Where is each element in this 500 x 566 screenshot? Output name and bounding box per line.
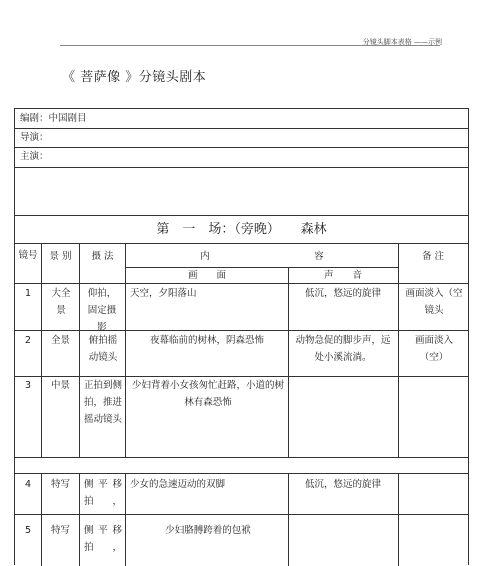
- col-remarks: 备 注: [421, 251, 445, 262]
- scene-number: 第 一 场：: [156, 222, 235, 237]
- director-field: 导演：: [20, 132, 49, 143]
- writer-field: 编剧：中国剧目: [20, 113, 87, 124]
- row-4-size: 特写: [50, 479, 70, 490]
- row-1-sound: 低沉，悠远的旋律: [304, 288, 381, 299]
- cast-field: 主演：: [20, 151, 49, 162]
- row-5-tech: 侧平移拍，: [84, 525, 122, 553]
- row-3-picture: 少妇背着小女孩匆忙赶路，小道的树林有森恐怖: [131, 380, 284, 408]
- row-2-sound: 动物急促的脚步声，远处小溪流淌。: [295, 335, 391, 363]
- row-2-no: 2: [24, 335, 32, 346]
- row-3-size: 中景: [50, 380, 70, 391]
- row-1-picture: 天空，夕阳落山: [130, 288, 197, 299]
- row-4-tech: 侧平移拍，: [84, 479, 122, 507]
- row-3-no: 3: [24, 380, 32, 391]
- document-header-label: 分镜头脚本表格 ——示例: [362, 38, 442, 46]
- row-5-picture: 少妇胳膊跨着的包袱: [165, 525, 251, 536]
- col-shot-no: 镜号: [18, 250, 38, 261]
- storyboard-table: [14, 108, 469, 565]
- col-picture: 画 面: [187, 270, 226, 281]
- row-2-size: 全景: [50, 335, 70, 346]
- row-5-no: 5: [24, 525, 32, 536]
- row-2-tech: 俯拍摇动镜头: [88, 335, 118, 363]
- row-4-no: 4: [24, 479, 32, 490]
- row-1-tech: 仰拍，固定摄影: [87, 288, 117, 333]
- row-1-size: 大全景: [51, 288, 71, 316]
- row-2-picture: 夜幕临前的树林，阴森恐怖: [149, 335, 264, 346]
- col-content: 内 容: [200, 251, 324, 262]
- row-1-no: 1: [24, 288, 32, 299]
- row-3-tech: 正拍到侧拍，推进摇动镜头: [84, 380, 123, 425]
- col-shot-size: 景 别: [49, 251, 72, 262]
- scene-heading: [15, 220, 468, 240]
- page-title: 《 菩萨像 》分镜头剧本: [62, 70, 207, 85]
- scene-time: （旁晚）: [234, 222, 280, 237]
- row-1-note: 画面淡入（空镜头: [405, 288, 463, 316]
- row-4-picture: 少女的急速迈动的双脚: [130, 479, 226, 490]
- row-2-note: 画面淡入（空）: [414, 335, 453, 363]
- header-rule: [60, 45, 440, 46]
- col-technique: 摄 法: [91, 251, 114, 262]
- scene-place: 森林: [300, 222, 327, 237]
- row-5-size: 特写: [50, 525, 70, 536]
- row-4-sound: 低沉，悠远的旋律: [304, 479, 381, 490]
- col-sound: 声 音: [323, 270, 362, 281]
